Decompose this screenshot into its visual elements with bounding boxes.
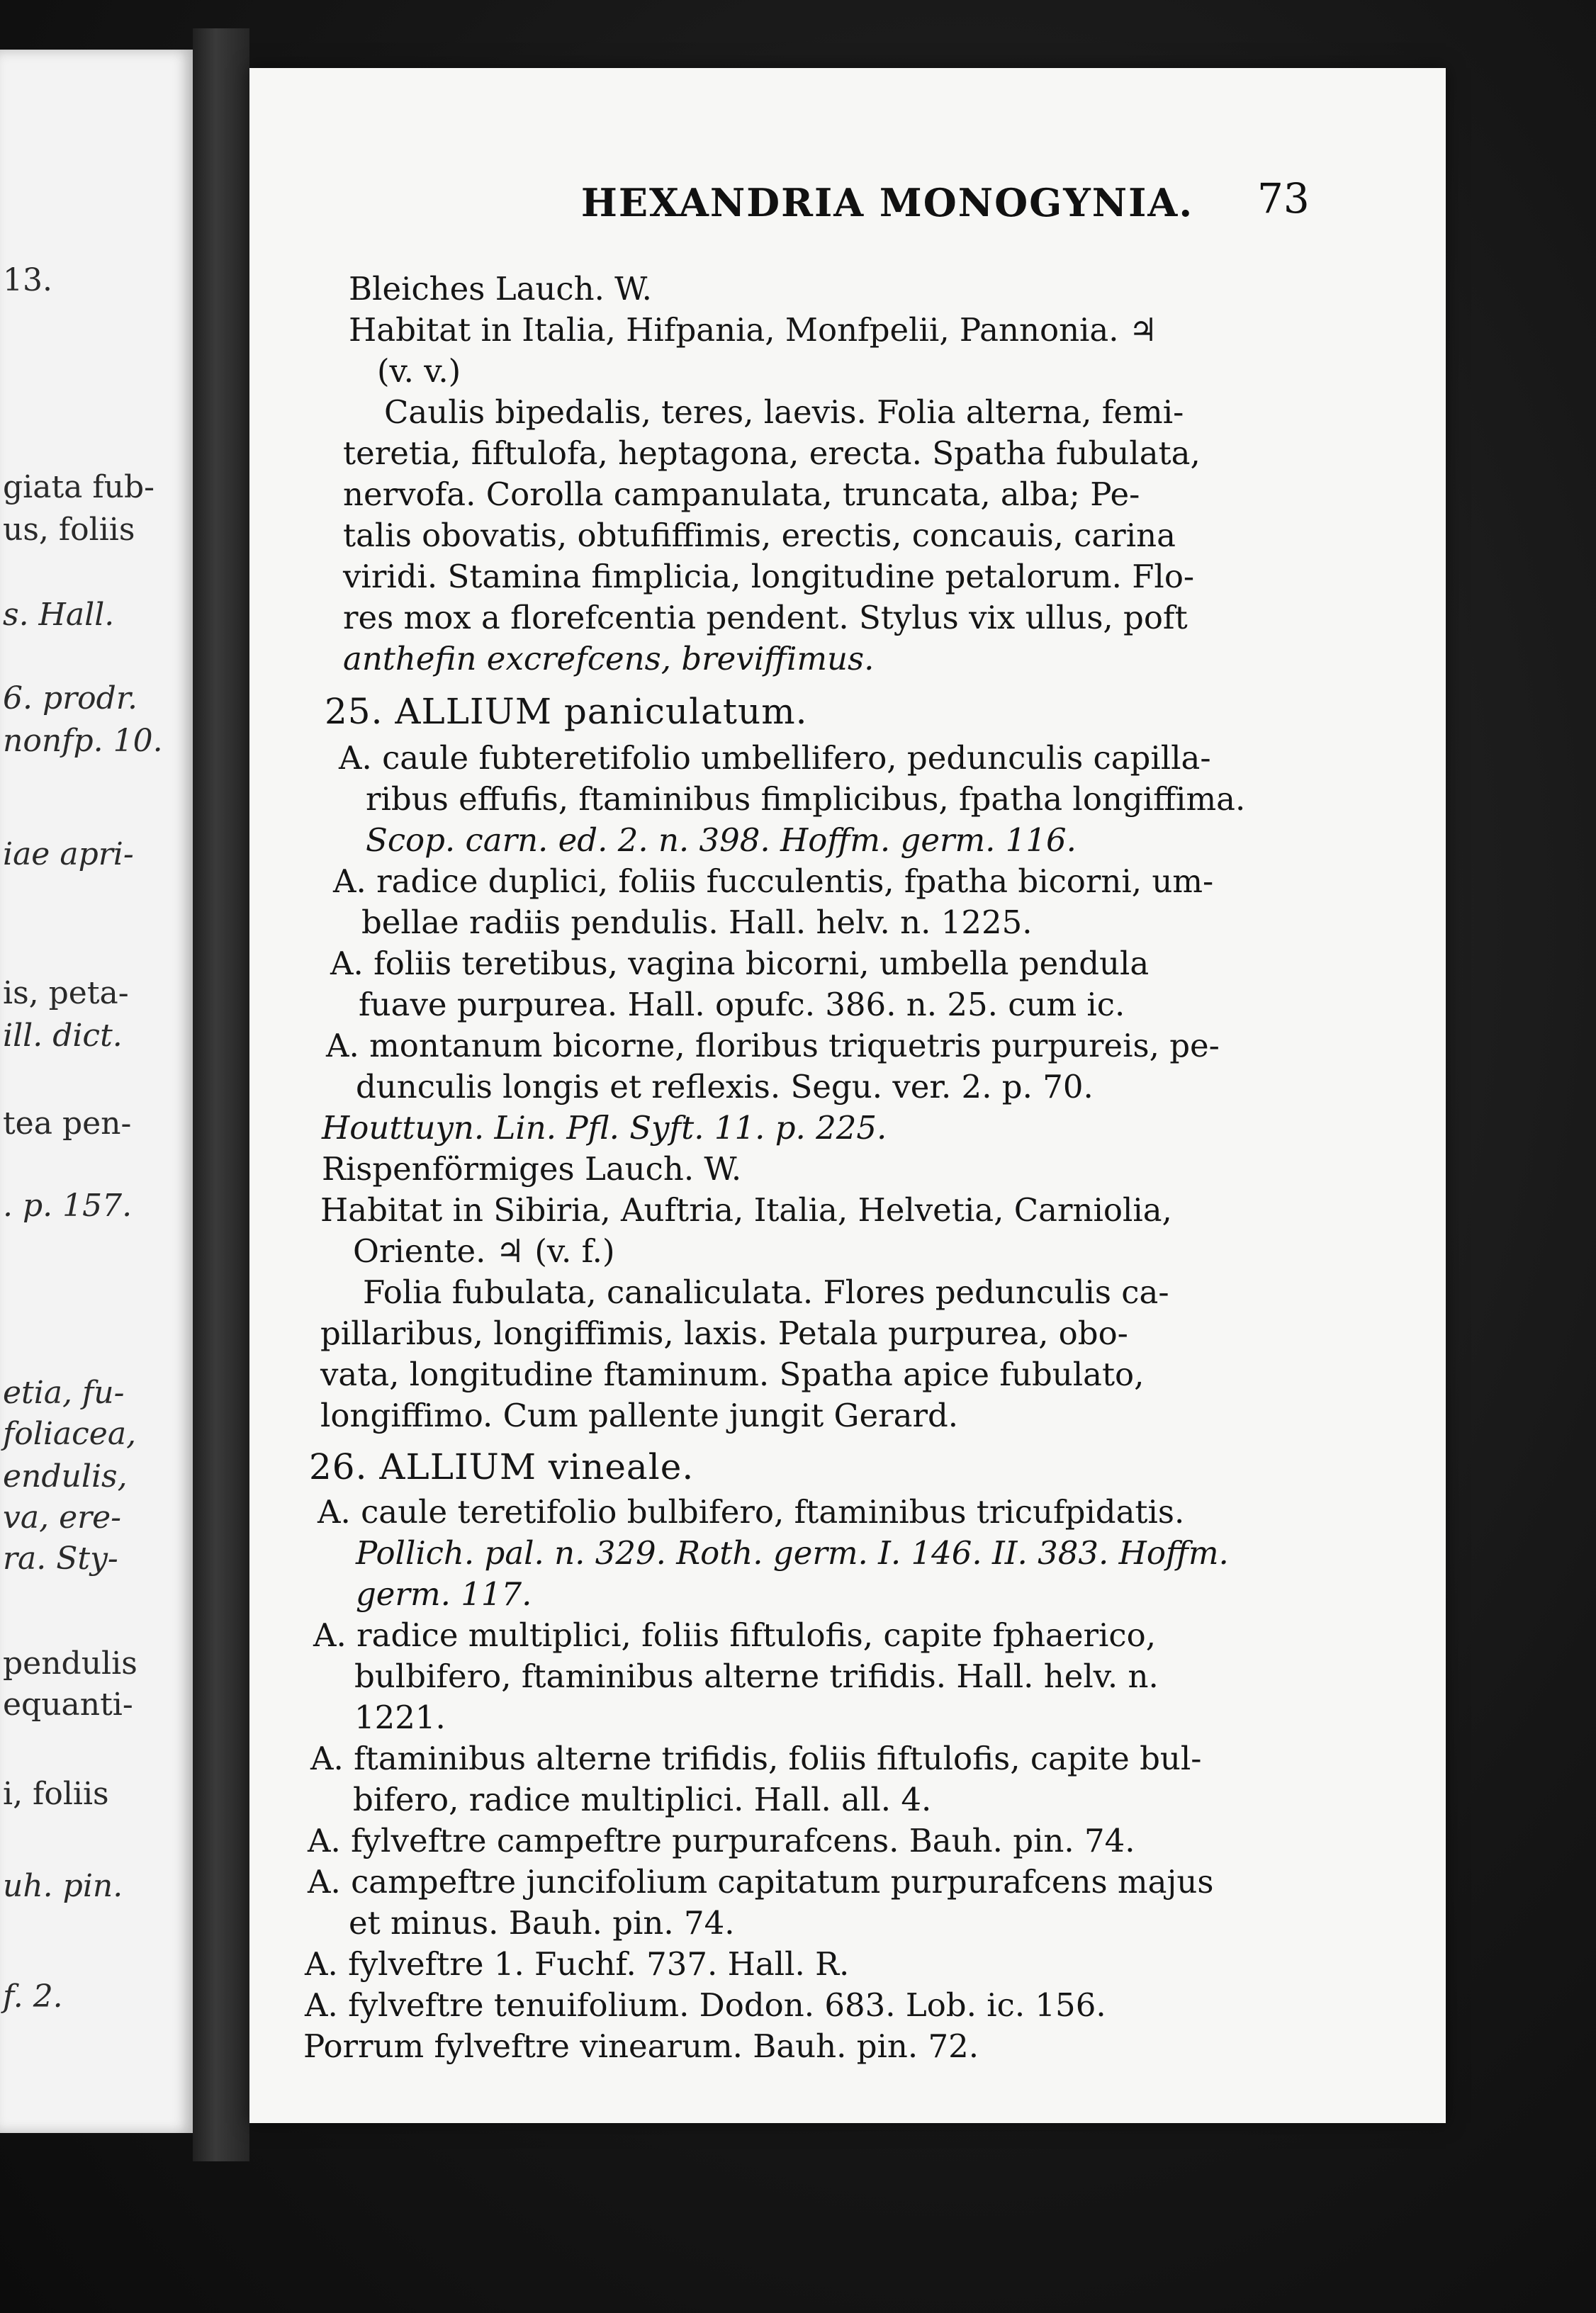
- text-line: A. montanum bicorne, floribus triquetris purpureis, pe-: [326, 1027, 1220, 1064]
- text-line: Oriente. ♃ (v. f.): [353, 1232, 615, 1270]
- left-fragment: 13.: [3, 262, 52, 298]
- left-fragment: ra. Sty-: [3, 1541, 118, 1577]
- left-fragment: equanti-: [3, 1687, 133, 1723]
- left-fragment: f. 2.: [3, 1979, 63, 2015]
- book-gutter: [193, 28, 249, 2161]
- text-line: Habitat in Italia, Hifpania, Monfpelii, Pannonia. ♃: [349, 311, 1158, 349]
- text-line: A. fylveftre tenuifolium. Dodon. 683. Lob. ic. 156.: [305, 1986, 1106, 2024]
- left-facing-page: [0, 50, 193, 2133]
- text-line: A. ftaminibus alterne trifidis, foliis fiftulofis, capite bul-: [310, 1740, 1202, 1777]
- text-line: A. campeftre juncifolium capitatum purpurafcens majus: [308, 1863, 1214, 1901]
- text-line: teretia, fiftulofa, heptagona, erecta. Spatha fubulata,: [343, 434, 1201, 472]
- species-heading: 25. ALLIUM paniculatum.: [325, 691, 808, 732]
- left-fragment: uh. pin.: [3, 1868, 123, 1904]
- left-fragment: foliacea,: [3, 1416, 137, 1452]
- text-line: Houttuyn. Lin. Pfl. Syft. 11. p. 225.: [322, 1109, 887, 1147]
- text-line: (v. v.): [377, 352, 461, 390]
- text-line: Habitat in Sibiria, Auftria, Italia, Helvetia, Carniolia,: [320, 1191, 1172, 1229]
- text-line: Folia fubulata, canaliculata. Flores pedunculis ca-: [363, 1273, 1169, 1311]
- running-header: HEXANDRIA MONOGYNIA.: [580, 180, 1194, 225]
- text-line: Pollich. pal. n. 329. Roth. germ. I. 146. II. 383. Hoffm.: [356, 1534, 1229, 1572]
- text-line: Caulis bipedalis, teres, laevis. Folia alterna, femi-: [384, 393, 1184, 431]
- text-line: A. radice multiplici, foliis fiftulofis, capite fphaerico,: [313, 1616, 1157, 1654]
- left-fragment: nonfp. 10.: [3, 723, 163, 759]
- left-fragment: i, foliis: [3, 1776, 109, 1812]
- text-line: bulbifero, ftaminibus alterne trifidis. Hall. helv. n.: [354, 1658, 1159, 1695]
- text-line: nervofa. Corolla campanulata, truncata, alba; Pe-: [343, 475, 1140, 513]
- text-line: A. caule teretifolio bulbifero, ftaminibus tricufpidatis.: [317, 1493, 1185, 1531]
- text-line: Porrum fylveftre vinearum. Bauh. pin. 72.: [303, 2027, 979, 2065]
- text-line: fuave purpurea. Hall. opufc. 386. n. 25. cum ic.: [359, 986, 1125, 1023]
- text-line: A. fylveftre 1. Fuchf. 737. Hall. R.: [305, 1945, 850, 1983]
- text-line: A. foliis teretibus, vagina bicorni, umbella pendula: [330, 945, 1150, 982]
- text-line: pillaribus, longiffimis, laxis. Petala purpurea, obo-: [320, 1315, 1128, 1352]
- left-fragment: giata fub-: [3, 469, 155, 505]
- left-fragment: ill. dict.: [3, 1018, 123, 1054]
- left-fragment: iae apri-: [3, 836, 134, 872]
- text-line: longiffimo. Cum pallente jungit Gerard.: [320, 1397, 959, 1434]
- text-line: germ. 117.: [356, 1575, 532, 1613]
- page-number: 73: [1257, 174, 1310, 223]
- text-line: Scop. carn. ed. 2. n. 398. Hoffm. germ. 116.: [366, 821, 1077, 859]
- text-line: A. caule fubteretifolio umbellifero, pedunculis capilla-: [339, 739, 1211, 777]
- left-fragment: is, peta-: [3, 975, 129, 1011]
- left-fragment: endulis,: [3, 1458, 128, 1495]
- left-fragment: etia, fu-: [3, 1375, 125, 1411]
- text-line: viridi. Stamina fimplicia, longitudine petalorum. Flo-: [343, 558, 1195, 595]
- main-page: [249, 68, 1446, 2123]
- text-line: A. fylveftre campeftre purpurafcens. Bauh. pin. 74.: [308, 1822, 1135, 1859]
- text-line: dunculis longis et reflexis. Segu. ver. 2. p. 70.: [356, 1068, 1094, 1105]
- left-fragment: pendulis: [3, 1645, 137, 1682]
- text-line: Rispenförmiges Lauch. W.: [322, 1150, 742, 1188]
- left-fragment: tea pen-: [3, 1105, 132, 1142]
- text-line: 1221.: [354, 1699, 446, 1736]
- text-line: Bleiches Lauch. W.: [349, 270, 652, 308]
- species-heading: 26. ALLIUM vineale.: [309, 1446, 695, 1487]
- left-fragment: va, ere-: [3, 1499, 122, 1536]
- text-line: ribus effufis, ftaminibus fimplicibus, fpatha longiffima.: [366, 780, 1246, 818]
- left-fragment: . p. 157.: [3, 1188, 133, 1224]
- text-line: et minus. Bauh. pin. 74.: [349, 1904, 735, 1942]
- left-fragment: 6. prodr.: [3, 680, 138, 716]
- text-line: bifero, radice multiplici. Hall. all. 4.: [353, 1781, 932, 1818]
- text-line: res mox a florefcentia pendent. Stylus vix ullus, poft: [343, 599, 1188, 636]
- left-fragment: us, foliis: [3, 512, 135, 548]
- text-line: anthefin excrefcens, breviffimus.: [343, 640, 875, 677]
- text-line: talis obovatis, obtufiffimis, erectis, concauis, carina: [343, 517, 1176, 554]
- text-line: vata, longitudine ftaminum. Spatha apice fubulato,: [320, 1356, 1145, 1393]
- text-line: bellae radiis pendulis. Hall. helv. n. 1225.: [361, 904, 1033, 941]
- text-line: A. radice duplici, foliis fucculentis, fpatha bicorni, um-: [333, 862, 1214, 900]
- left-fragment: s. Hall.: [3, 597, 115, 633]
